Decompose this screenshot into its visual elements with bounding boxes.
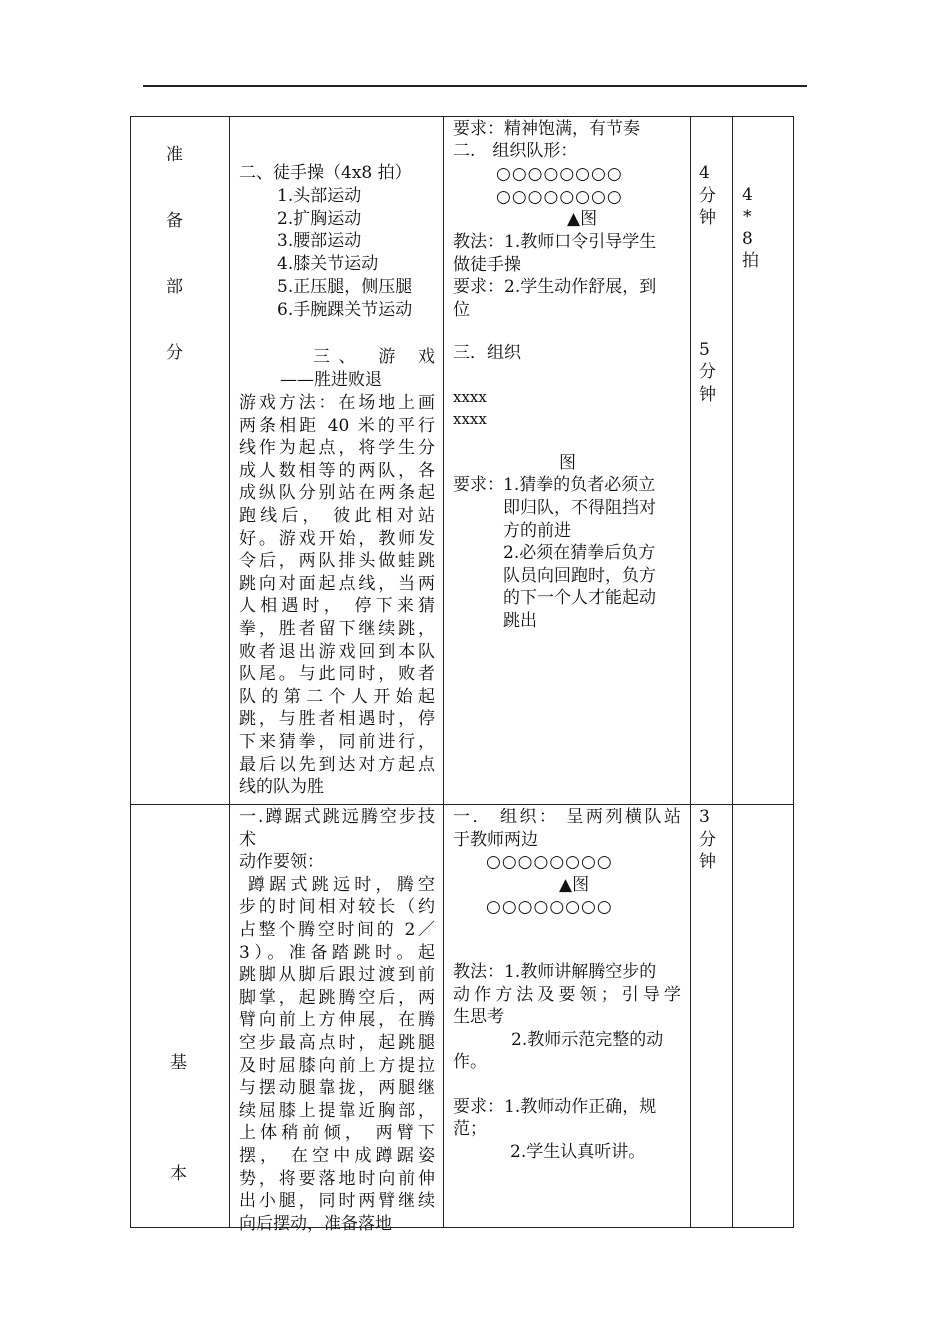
- game-line: 跑线后， 彼此相对站: [239, 505, 435, 526]
- exercise-item: 6.手腕踝关节运动: [277, 300, 413, 320]
- method-line: 教法：1.教师口令引导学生: [453, 232, 657, 252]
- game-line: 最后以先到达对方起点: [239, 754, 435, 775]
- section-label-char: 准: [166, 145, 183, 165]
- method-line: 一． 组织： 呈两列横队站: [453, 807, 681, 827]
- section-label-char: 备: [166, 211, 183, 231]
- game-line: 游戏方法：在场地上画: [239, 393, 435, 413]
- game-line: 线的队为胜: [239, 777, 324, 798]
- technique-line: 出小腿，同时两臂继续: [239, 1191, 435, 1212]
- technique-line: 臂向前上方伸展，在腾: [239, 1010, 435, 1031]
- game-line: 下来猜拳，同前进行，: [239, 731, 435, 752]
- technique-line: 续屈膝上提靠近胸部，: [239, 1100, 435, 1121]
- method-line: 位: [453, 300, 470, 320]
- technique-line: 与摆动腿靠拢，两腿继: [239, 1078, 435, 1099]
- game-line: 成人数相等的两队，各: [239, 460, 435, 481]
- requirement-line: 队员向回跑时，负方: [503, 566, 656, 586]
- technique-line: 蹲踞式跳远时，腾空: [248, 874, 435, 895]
- game-line: 两条相距 40 米的平行: [239, 415, 435, 436]
- method-line: 要求：2.学生动作舒展，到: [453, 277, 657, 297]
- exercise-item: 5.正压腿，侧压腿: [277, 277, 413, 297]
- requirement-line: 2.学生认真听讲。: [510, 1142, 646, 1162]
- formation-row: ○○○○○○○○: [486, 897, 613, 917]
- method-line: 要求：精神饱满，有节奏: [453, 119, 640, 139]
- game-line: 跳向对面起点线，当两: [239, 573, 435, 594]
- count-unit: 拍: [742, 251, 759, 271]
- figure-label: ▲图: [559, 875, 590, 895]
- formation-xxxx: xxxx: [453, 388, 487, 406]
- technique-line: 上体稍前倾， 两臂下: [239, 1123, 435, 1144]
- section-label-char: 本: [170, 1164, 187, 1184]
- formation-xxxx: xxxx: [453, 410, 487, 428]
- requirement-line: 即归队，不得阻挡对: [503, 498, 656, 518]
- col-border: [130, 116, 131, 1228]
- formation-row: ○○○○○○○○: [496, 164, 623, 184]
- section-label-char: 部: [166, 277, 183, 297]
- header-rule: [143, 85, 807, 87]
- method-line: 于教师两边: [453, 830, 538, 850]
- technique-line: 向后摆动，准备落地: [239, 1213, 392, 1234]
- requirement-line: 的下一个人才能起动: [503, 588, 656, 608]
- technique-description: [239, 806, 435, 1235]
- game-description: [239, 392, 435, 799]
- section-label-char: 基: [170, 1053, 187, 1073]
- technique-line: 一.蹲踞式跳远腾空步技: [239, 807, 435, 827]
- time-unit: 分: [699, 362, 716, 382]
- technique-line: 步的时间相对较长（约: [239, 897, 435, 918]
- method-line: 2.教师示范完整的动: [511, 1030, 664, 1050]
- method-line: 三．组织: [453, 343, 521, 363]
- technique-line: 术: [239, 829, 256, 850]
- game-line: 拳，胜者留下继续跳，: [239, 618, 435, 639]
- exercise-item: 4.膝关节运动: [277, 254, 379, 274]
- game-line: 好。游戏开始，教师发: [239, 528, 435, 549]
- game-line: 成纵队分别站在两条起: [239, 483, 435, 504]
- game-line: 线作为起点，将学生分: [239, 438, 435, 459]
- exercise-heading: 二、徒手操（4x8 拍）: [239, 163, 412, 183]
- time-unit: 分: [699, 186, 716, 206]
- game-subtitle: ——胜进败退: [280, 370, 382, 390]
- technique-line: 脚掌，起跳腾空后，两: [239, 987, 435, 1008]
- game-line: 队的第二个人开始起: [239, 686, 435, 707]
- method-line: 作。: [453, 1052, 487, 1072]
- col-border: [732, 116, 733, 1228]
- count-symbol: *: [743, 207, 752, 227]
- method-line: 动作方法及要领；引导学: [453, 985, 681, 1005]
- requirement-line: 跳出: [503, 611, 537, 631]
- col-border: [793, 116, 794, 1228]
- technique-line: 跳脚从脚后跟过渡到前: [239, 965, 435, 986]
- exercise-item: 2.扩胸运动: [277, 209, 362, 229]
- requirement-line: 1.猜拳的负者必须立: [503, 475, 656, 495]
- time-value: 5: [699, 340, 710, 360]
- figure-label: 图: [559, 453, 576, 473]
- requirement-line: 要求：1.教师动作正确，规: [453, 1097, 657, 1117]
- game-title: 三、 游 戏: [313, 347, 435, 367]
- requirement-line: 方的前进: [503, 521, 571, 541]
- game-line: 令后，两队排头做蛙跳: [239, 551, 435, 572]
- formation-row: ○○○○○○○○: [486, 852, 613, 872]
- method-line: 生思考: [453, 1007, 504, 1027]
- technique-line: 及时屈膝向前上方提拉: [239, 1055, 435, 1076]
- method-line: 做徒手操: [453, 255, 521, 275]
- count-value: 4: [742, 185, 753, 205]
- col-border: [690, 116, 691, 1228]
- count-value: 8: [742, 229, 753, 249]
- technique-line: 摆， 在空中成蹲踞姿: [239, 1145, 435, 1166]
- figure-label: ▲图: [567, 209, 598, 229]
- col-border: [229, 116, 230, 1228]
- technique-line: 动作要领：: [239, 852, 324, 873]
- time-value: 4: [699, 163, 710, 183]
- method-line: 教法：1.教师讲解腾空步的: [453, 962, 657, 982]
- technique-line: 势，将要落地时向前伸: [239, 1168, 435, 1189]
- lesson-plan-table: [130, 116, 794, 1234]
- game-line: 人相遇时， 停下来猜: [239, 596, 435, 617]
- requirement-line: 范；: [453, 1119, 487, 1139]
- game-line: 队尾。与此同时，败者: [239, 664, 435, 685]
- formation-row: ○○○○○○○○: [496, 187, 623, 207]
- time-unit: 分: [699, 830, 716, 850]
- game-line: 跳，与胜者相遇时，停: [239, 709, 435, 730]
- section-label-char: 分: [166, 343, 183, 363]
- time-unit: 钟: [699, 208, 716, 228]
- method-line: 二. 组织队形：: [453, 141, 578, 161]
- requirement-prefix: 要求：: [453, 475, 504, 495]
- time-value: 3: [699, 807, 710, 827]
- technique-line: 占整个腾空时间的 2／: [239, 919, 435, 940]
- game-line: 败者退出游戏回到本队: [239, 641, 435, 662]
- exercise-item: 1.头部运动: [277, 186, 362, 206]
- requirement-line: 2.必须在猜拳后负方: [503, 543, 656, 563]
- technique-line: 空步最高点时，起跳腿: [239, 1032, 435, 1053]
- exercise-item: 3.腰部运动: [277, 231, 362, 251]
- time-unit: 钟: [699, 385, 716, 405]
- col-border: [443, 116, 444, 1228]
- technique-line: 3）。准备踏跳时。起: [239, 942, 435, 963]
- time-unit: 钟: [699, 852, 716, 872]
